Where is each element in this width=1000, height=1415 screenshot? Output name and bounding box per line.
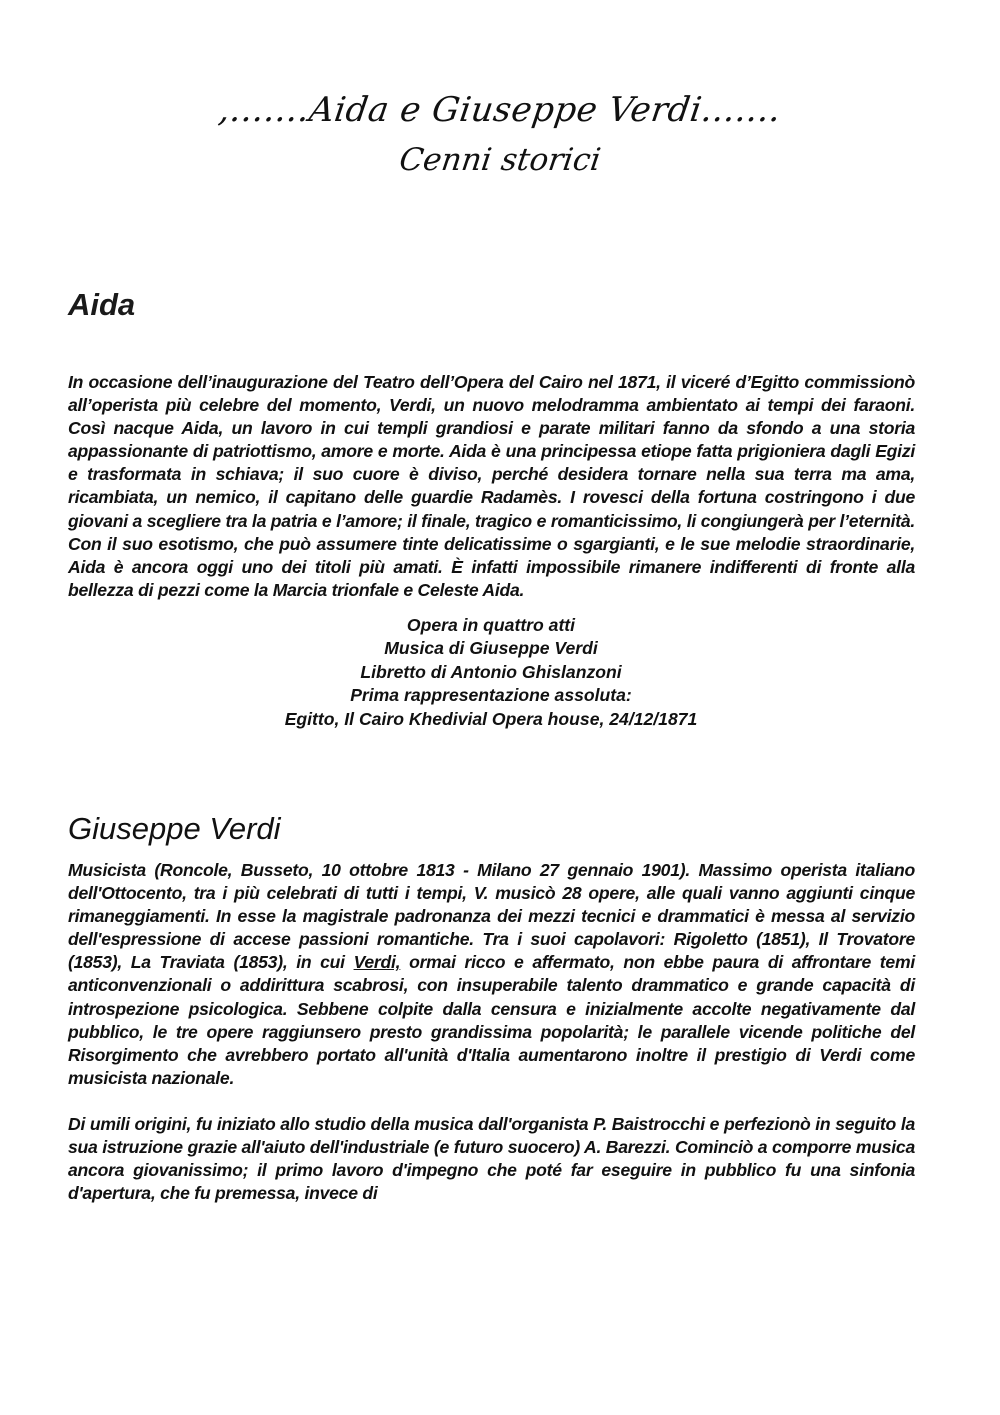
title-subtitle: Cenni storici bbox=[397, 142, 603, 178]
verdi-paragraph-1 bbox=[68, 859, 915, 1090]
verdi-paragraph-1-text-a: Musicista (Roncole, Busseto, 10 ottobre 1813 - Milano 27 gennaio 1901). Massimo operista italiano dell'Ottocento, tra i più celebrati di tutti i tempi, V. musicò 28 opere, alle quali vanno aggiunti cinque rimaneggiamenti. In esse la magistrale padronanza dei mezzi tecnici e drammatici è messa al servizio dell'espressione di accese passioni romantiche. Tra i suoi capolavori: Rigoletto (1851), Il Trovatore (1853), La Traviata (1853), in cui bbox=[68, 859, 915, 973]
opera-credits bbox=[0, 614, 982, 731]
document-title bbox=[0, 88, 1000, 182]
verdi-paragraph-1-text-b: ormai ricco e affermato, non ebbe paura di affrontare temi anticonvenzionali o addirittura scabrosi, con insuperabile talento drammatico e grande capacità di introspezione psicologica. Sebbene colpite dalla censura e inizialmente accolte negativamente dal pubblico, le tre opere raggiunsero presto grandissima popolarità; le parallele vicende politiche del Risorgimento che avrebbero portato all'unità d'Italia aumentarono inoltre il prestigio di Verdi come musicista nazionale. bbox=[68, 952, 915, 1088]
verdi-paragraph-2: Di umili origini, fu iniziato allo studio della musica dall'organista P. Baistrocchi e perfezionò in seguito la sua istruzione grazie all'aiuto dell'industriale (e futuro suocero) A. Barezzi. Cominciò a comporre musica ancora giovanissimo; il primo lavoro d'impegno che poté far eseguire in pubblico fu una sinfonia d'apertura, che fu premessa, invece di bbox=[68, 1113, 915, 1204]
credit-line: Egitto, Il Cairo Khedivial Opera house, 24/12/1871 bbox=[284, 708, 698, 729]
credit-line: Opera in quattro atti bbox=[406, 614, 576, 635]
credit-line: Libretto di Antonio Ghislanzoni bbox=[360, 661, 622, 682]
credit-line: Prima rappresentazione assoluta: bbox=[350, 685, 632, 706]
section-heading-verdi: Giuseppe Verdi bbox=[68, 810, 281, 846]
section-heading-aida: Aida bbox=[68, 287, 136, 322]
verdi-link[interactable]: Verdi, bbox=[353, 952, 401, 973]
credit-line: Musica di Giuseppe Verdi bbox=[384, 638, 598, 659]
title-main: ,.......Aida e Giuseppe Verdi....... bbox=[216, 90, 784, 130]
aida-paragraph: In occasione dell’inaugurazione del Teatro dell’Opera del Cairo nel 1871, il viceré d’Egitto commissionò all’operista più celebre del momento, Verdi, un nuovo melodramma ambientato ai tempi dei faraoni. Così nacque Aida, un lavoro in cui templi grandiosi e parate militari fanno da sfondo a una storia appassionante di patriottismo, amore e morte. Aida è una principessa etiope fatta prigioniera dagli Egizi e trasformata in schiava; il suo cuore è diviso, perché desidera tornare nella sua terra ma ama, ricambiata, un nemico, il capitano delle guardie Radamès. I rovesci della fortuna costringono i due giovani a scegliere tra la patria e l’amore; il finale, tragico e romanticissimo, li congiungerà per l’eternità. Con il suo esotismo, che può assumere tinte delicatissime o sgargianti, e le sue melodie straordinarie, Aida è ancora oggi uno dei titoli più amati. È infatti impossibile rimanere indifferenti di fronte alla bellezza di pezzi come la Marcia trionfale e Celeste Aida. bbox=[68, 372, 915, 600]
